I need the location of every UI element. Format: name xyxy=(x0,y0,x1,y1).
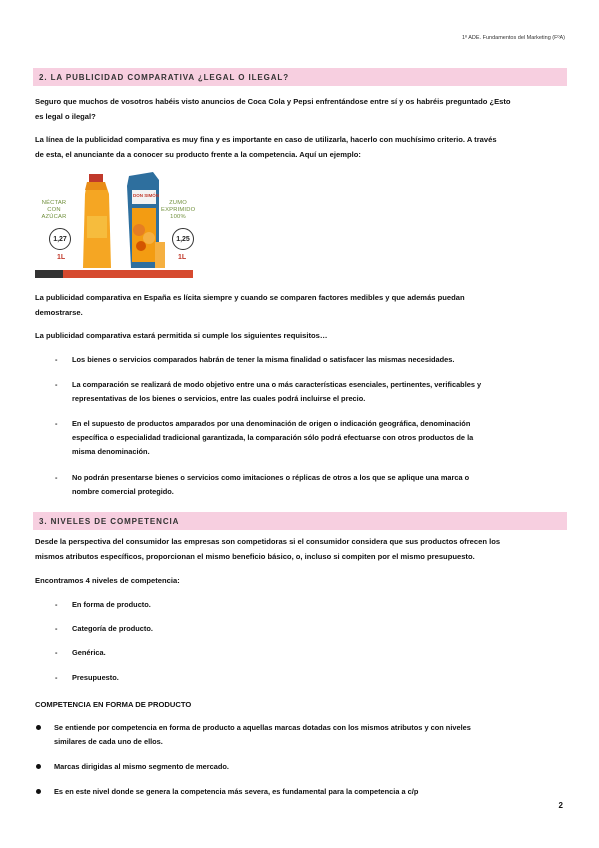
requirement-line: Los bienes o servicios comparados habrán de tener la misma finalidad o satisfacer las mismas necesidades. xyxy=(72,355,455,364)
ad-left-label: NÉCTAR CON AZÚCAR xyxy=(41,200,67,220)
left-price-circle xyxy=(49,228,71,250)
bullet-dot xyxy=(36,789,41,794)
bullet-line: Marcas dirigidas al mismo segmento de mercado. xyxy=(54,762,229,771)
left-volume: 1L xyxy=(57,254,66,261)
comparative-ad-image xyxy=(35,172,196,282)
section-3-intro-line-1: Desde la perspectiva del consumidor las empresas son competidoras si el consumidor considera que sus productos ofrecen los xyxy=(35,537,501,546)
bullet-dot xyxy=(36,725,41,730)
level-label: Presupuesto. xyxy=(72,673,119,682)
list-dash: - xyxy=(55,419,58,428)
paragraph-1-line-2: de esta, el anunciante da a conocer su producto frente a la competencia. Aquí un ejemplo: xyxy=(35,150,361,159)
bullet-dot xyxy=(36,764,41,769)
level-label: Genérica. xyxy=(72,648,106,657)
juice-bottles-illustration xyxy=(35,172,196,282)
carton-brand: DON SIMÓN xyxy=(133,193,160,198)
section-3-intro xyxy=(35,534,565,564)
list-dash: - xyxy=(55,673,58,682)
requirement-line: No podrán presentarse bienes o servicios como imitaciones o réplicas de otros a los que se aplique una marca o xyxy=(72,473,470,482)
bullet-line: Es en este nivel donde se genera la competencia más severa, es fundamental para la competencia a c/p xyxy=(54,787,419,796)
section-2-title: 2. LA PUBLICIDAD COMPARATIVA ¿LEGAL O ILEGAL? xyxy=(39,72,289,82)
right-volume: 1L xyxy=(178,254,187,261)
page-number: 2 xyxy=(558,801,563,810)
course-header: 1º ADE. Fundamentos del Marketing (FºA) xyxy=(461,35,565,41)
levels-intro: Encontramos 4 niveles de competencia: xyxy=(35,576,180,585)
paragraph-1-line-1: La línea de la publicidad comparativa es muy fina y es importante en caso de utilizarla, hacerlo con muchísimo criterio. A través xyxy=(35,135,497,144)
section-3-heading-bar xyxy=(33,512,567,530)
list-dash: - xyxy=(55,600,58,609)
level-label: Categoría de producto. xyxy=(72,624,153,633)
list-dash: - xyxy=(55,355,58,364)
requirement-line: nombre comercial protegido. xyxy=(72,487,174,496)
section-3-title: 3. NIVELES DE COMPETENCIA xyxy=(39,516,180,526)
requirement-line: La comparación se realizará de modo objetivo entre una o más características esenciales, pertinentes, verificables y xyxy=(72,380,482,389)
requirement-line: específica o especialidad tradicional garantizada, la comparación sólo podrá efectuarse con otros productos de la xyxy=(72,433,474,442)
ad-right-label: ZUMO EXPRIMIDO 100% xyxy=(161,200,196,220)
list-dash: - xyxy=(55,624,58,633)
requirement-line: En el supuesto de productos amparados por una denominación de origen o indicación geográfica, denominación xyxy=(72,419,471,428)
list-dash: - xyxy=(55,648,58,657)
section-2-paragraph-2 xyxy=(35,290,565,320)
section-2-paragraph-3: La publicidad comparativa estará permitida si cumple los siguientes requisitos… xyxy=(35,331,328,340)
section-2-paragraph-1 xyxy=(35,132,565,162)
paragraph-2-line-1: La publicidad comparativa en España es lícita siempre y cuando se comparen factores medibles y que además puedan xyxy=(35,293,465,302)
right-price: 1,25 xyxy=(176,235,190,243)
ad-footer-logo-block xyxy=(35,270,63,278)
right-price-circle xyxy=(172,228,194,250)
subheading-product-form: COMPETENCIA EN FORMA DE PRODUCTO xyxy=(35,700,192,709)
section-2-intro-line-1: Seguro que muchos de vosotros habéis visto anuncios de Coca Cola y Pepsi enfrentándose entre sí y os habréis preguntado ¿Esto xyxy=(35,97,511,106)
list-dash: - xyxy=(55,380,58,389)
section-2-heading-bar xyxy=(33,68,567,86)
left-price: 1,27 xyxy=(53,235,67,243)
list-dash: - xyxy=(55,473,58,482)
section-2-intro-line-2: es legal o ilegal? xyxy=(35,112,96,121)
requirement-line: representativas de los bienes o servicios, entre las cuales podrá incluirse el precio. xyxy=(72,394,366,403)
section-2-intro xyxy=(35,94,565,124)
paragraph-2-line-2: demostrarse. xyxy=(35,308,83,317)
requirement-line: misma denominación. xyxy=(72,447,150,456)
level-label: En forma de producto. xyxy=(72,600,151,609)
section-3-intro-line-2: mismos atributos específicos, proporcionan el mismo beneficio básico, o, incluso si compiten por el mismo presupuesto. xyxy=(35,552,475,561)
bullet-line: similares de cada uno de ellos. xyxy=(54,737,163,746)
bullet-line: Se entiende por competencia en forma de producto a aquellas marcas dotadas con los mismos atributos y con niveles xyxy=(54,723,471,732)
